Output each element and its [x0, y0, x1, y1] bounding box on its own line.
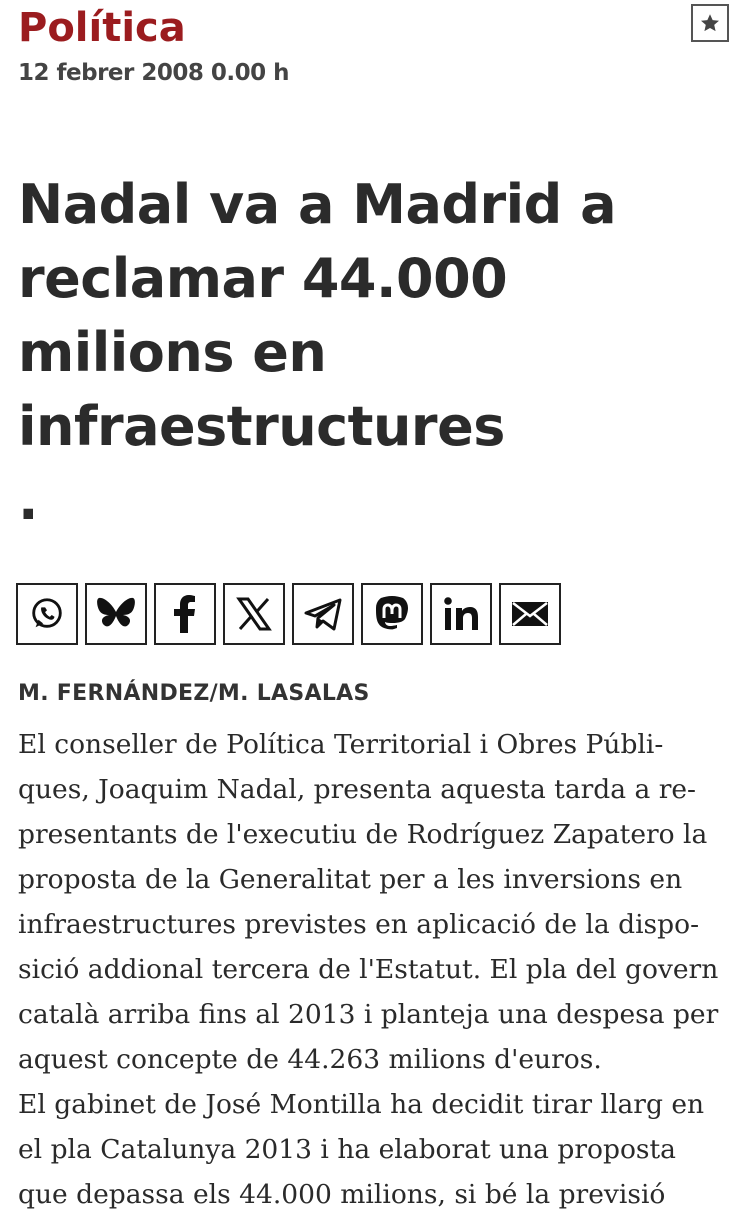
article-body	[18, 722, 730, 1217]
share-mastodon-button[interactable]	[361, 583, 423, 645]
share-facebook-button[interactable]	[154, 583, 216, 645]
body-line: aquest concepte de 44.263 milions d'euros.	[18, 1044, 602, 1075]
telegram-icon	[303, 595, 343, 633]
byline: M. FERNÁNDEZ/M. LASALAS	[18, 681, 370, 706]
publish-date: 12 febrer 2008 0.00 h	[18, 60, 290, 86]
share-bluesky-button[interactable]	[85, 583, 147, 645]
x-icon	[235, 595, 273, 633]
section-label[interactable]: Política	[18, 5, 186, 51]
body-line: el pla Catalunya 2013 i ha elaborat una proposta	[18, 1134, 676, 1165]
bluesky-icon	[95, 595, 137, 633]
headline-line: infraestructures	[18, 395, 505, 458]
star-icon	[699, 12, 721, 34]
email-icon	[510, 599, 550, 629]
share-x-button[interactable]	[223, 583, 285, 645]
headline	[18, 168, 718, 538]
body-line: El gabinet de José Montilla ha decidit tirar llarg en	[18, 1089, 705, 1120]
share-linkedin-button[interactable]	[430, 583, 492, 645]
body-line: sició addional tercera de l'Estatut. El pla del govern	[18, 954, 719, 985]
body-line: català arriba fins al 2013 i planteja una despesa per	[18, 999, 719, 1030]
share-email-button[interactable]	[499, 583, 561, 645]
facebook-icon	[170, 594, 200, 634]
body-line: ques, Joaquim Nadal, presenta aquesta tarda a re-	[18, 774, 697, 805]
headline-line: Nadal va a Madrid a	[18, 173, 617, 236]
body-line: presentants de l'executiu de Rodríguez Zapatero la	[18, 819, 708, 850]
body-line: proposta de la Generalitat per a les inversions en	[18, 864, 683, 895]
headline-line: .	[18, 469, 39, 532]
body-line: infraestructures previstes en aplicació de la dispo-	[18, 909, 700, 940]
headline-line: milions en	[18, 321, 327, 384]
share-bar	[16, 583, 561, 645]
share-whatsapp-button[interactable]	[16, 583, 78, 645]
linkedin-icon	[442, 596, 480, 632]
mastodon-icon	[373, 594, 411, 634]
headline-line: reclamar 44.000	[18, 247, 508, 310]
body-line: El conseller de Política Territorial i Obres Públi-	[18, 729, 664, 760]
whatsapp-icon	[28, 595, 66, 633]
share-telegram-button[interactable]	[292, 583, 354, 645]
body-line: que depassa els 44.000 milions, si bé la previsió	[18, 1179, 666, 1210]
favorite-button[interactable]	[691, 4, 729, 42]
